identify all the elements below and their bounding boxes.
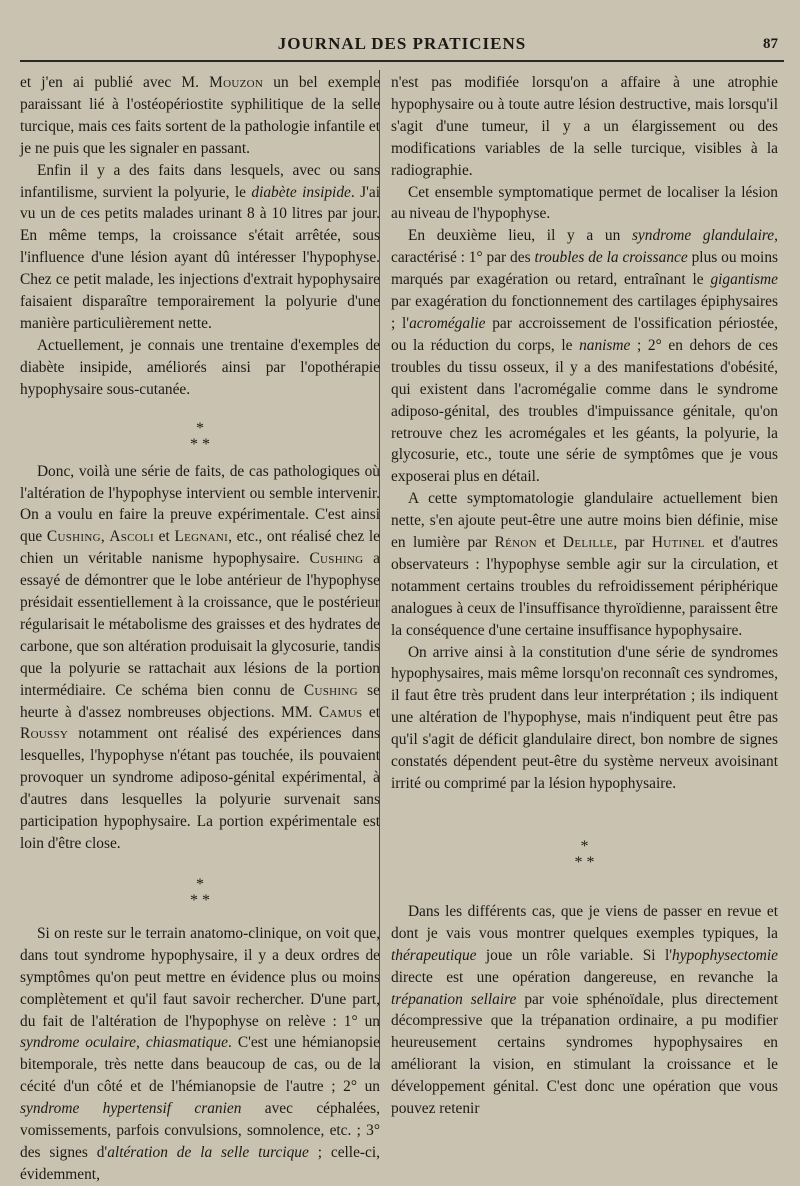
paragraph bbox=[20, 72, 380, 160]
text-run: par accroissement de l'ossification périostée, ou la réduction du corps, le bbox=[391, 314, 778, 354]
author-name: Delille bbox=[562, 534, 614, 552]
text-run: a essayé de démontrer que le lobe antérieur de l'hypophyse présidait essentiellement à la croissance, que le postérieur régularisait le métabolisme des graisses et des hydrates de carbone, que son altération produisait la glycosurie, tandis que la polyurie se rattachait aux lésions de la portion intermédiaire. Ce schéma bien connu de bbox=[20, 550, 380, 699]
text-run: Actuellement, je connais une trentaine d'exemples de diabète insipide, améliorés ainsi par l'opothérapie hypophysaire sous-cutanée. bbox=[20, 336, 380, 398]
text-run: , caractérisé : 1° par des bbox=[391, 227, 778, 267]
text-run: et bbox=[536, 534, 563, 552]
text-run: n'est pas modifiée lorsqu'on a affaire à une atrophie hypophysaire ou à toute autre lésion destructive, mais lorsqu'il s'agit d'une tumeur, il y a un élargissement ou des modifications variables de la selle turcique, visibles à la radiographie. bbox=[391, 74, 778, 179]
author-name: Mouzon bbox=[209, 74, 264, 91]
author-name: Camus bbox=[318, 703, 363, 721]
emphasis-text: diabète insipide bbox=[251, 183, 351, 201]
text-run: , etc., ont réalisé chez le chien un véritable nanisme hypophysaire. bbox=[20, 528, 381, 568]
separator-stars-bottom: * * bbox=[190, 435, 210, 453]
text-run: et j'en ai publié avec M. bbox=[20, 74, 210, 91]
author-name: Cushing bbox=[303, 681, 358, 699]
paragraph bbox=[391, 488, 778, 641]
section-separator bbox=[20, 421, 380, 453]
section-separator bbox=[20, 877, 380, 909]
text-run: On arrive ainsi à la constitution d'une série de syndromes hypophysaires, mais même lorsqu'on reconnaît ces syndromes, il faut être très prudent dans leur interprétation ; ils indiquent une altération de l'hypophyse, mais n'indiquent peut être pas qu'il s'agit de déficit glandulaire direct, bon nombre de signes constatés dépendent peut-être du système nerveux avoisinant irrité ou comprimé par la lésion hypophysaire. bbox=[391, 643, 778, 792]
text-run: Donc, voilà une série de faits, de cas pathologiques où l'altération de l'hypophyse intervient ou semble intervenir. On a voulu en faire la preuve expérimentale. C'est ainsi que bbox=[20, 462, 380, 546]
paragraph bbox=[391, 182, 778, 226]
text-run: Cet ensemble symptomatique permet de localiser la lésion au niveau de l'hypophyse. bbox=[391, 183, 778, 223]
text-run: A cette symptomatologie glandulaire actuellement bien nette, s'en ajoute peut-être une autre moins bien définie, mise en lumière par bbox=[391, 490, 778, 552]
page-number: 87 bbox=[763, 36, 778, 52]
author-name: Cushing bbox=[309, 550, 364, 568]
text-run: un bel exemple paraissant lié à l'ostéopériostite syphilitique de la selle turcique, mais ces faits sortent de la pathologie infantile et je ne puis que les signaler en passant. bbox=[20, 74, 380, 157]
text-run: avec céphalées, vomissements, parfois convulsions, somnolence, etc. ; 3° des signes d' bbox=[20, 1100, 380, 1161]
page-header bbox=[20, 30, 784, 62]
text-run: par exagération du fonctionnement des cartilages épiphysaires ; l' bbox=[391, 293, 778, 332]
paragraph bbox=[391, 642, 778, 795]
emphasis-text: troubles de la croissance bbox=[534, 249, 688, 267]
author-name: Roussy bbox=[20, 725, 69, 743]
paragraph bbox=[391, 901, 778, 1120]
author-name: Ascoli bbox=[109, 528, 155, 546]
text-run: , par bbox=[613, 534, 652, 552]
text-run: . J'ai vu un de ces petits malades urinant 8 à 10 litres par jour. En même temps, la croissance s'était arrêtée, sous l'influence d'une lésion ayant dû intéresser l'hypophyse. Chez ce petit malade, les injections d'extrait hypophysaire faisaient disparaître temporairement la polyurie d'une manière particulièrement nette. bbox=[20, 183, 380, 332]
text-run: directe est une opération dangereuse, en revanche la bbox=[391, 968, 778, 986]
paragraph bbox=[20, 160, 380, 335]
separator-stars-bottom: * * bbox=[190, 891, 210, 909]
text-run: par voie sphénoïdale, plus directement décompressive que la trépanation ordinaire, a pu modifier heureusement certains syndromes hypophysaires en améliorant la vision, en stimulant la croissance et le développement génital. C'est donc une opération que vous pouvez retenir bbox=[391, 990, 779, 1118]
text-run: et d'autres observateurs : l'hypophyse semble agir sur la circulation, et notamment certains troubles du refroidissement périphérique analogues à ceux de l'insuffisance thyroïdienne, paraissent être la conséquence d'une certaine insuffisance hypophysaire. bbox=[391, 534, 778, 639]
emphasis-text: trépanation sellaire bbox=[391, 990, 517, 1008]
text-run: et bbox=[362, 703, 380, 721]
text-run: En deuxième lieu, il y a un bbox=[407, 227, 632, 245]
emphasis-text: gigantisme bbox=[710, 271, 778, 289]
emphasis-text: hypophysectomie bbox=[672, 946, 778, 964]
paragraph bbox=[391, 225, 778, 488]
emphasis-text: syndrome glandulaire bbox=[631, 227, 775, 245]
separator-star-top: * bbox=[196, 419, 204, 437]
text-run: et bbox=[154, 528, 175, 546]
text-run: se heurte à d'assez nombreuses objections. MM. bbox=[20, 681, 381, 721]
section-separator bbox=[391, 839, 778, 871]
left-column bbox=[20, 72, 380, 1186]
text-run: Dans les différents cas, que je viens de passer en revue et dont je vais vous montrer quelques exemples typiques, la bbox=[391, 902, 778, 942]
paragraph bbox=[20, 923, 380, 1186]
separator-stars-bottom: * * bbox=[574, 853, 595, 871]
author-name: Cushing bbox=[46, 528, 101, 546]
text-run: Si on reste sur le terrain anatomo-clinique, on voit que, dans tout syndrome hypophysaire, il y a deux ordres de symptômes qu'on peut mettre en évidence plus ou moins complètement et qu'il faut savoir rechercher. D'une part, du fait de l'altération de l'hypophyse on relève : 1° un bbox=[20, 924, 380, 1030]
text-run: notamment ont réalisé des expériences dans lesquelles, l'hypophyse n'étant pas touchée, ils pouvaient provoquer un syndrome adiposo-génital expérimental, à d'autres dans lesquelles la polyurie survenait sans participation hypophysaire. La portion expérimentale est loin d'être close. bbox=[20, 725, 380, 852]
emphasis-text: syndrome hypertensif cranien bbox=[20, 1100, 242, 1118]
text-run: , bbox=[100, 528, 110, 546]
text-run: Enfin il y a des faits dans lesquels, avec ou sans infantilisme, survient la polyurie, le bbox=[20, 161, 380, 201]
text-run: ; celle-ci, évidemment, bbox=[20, 1143, 380, 1183]
emphasis-text: nanisme bbox=[579, 336, 631, 354]
author-name: Rénon bbox=[494, 534, 537, 552]
emphasis-text: altération de la selle turcique bbox=[107, 1143, 309, 1161]
separator-star-top: * bbox=[196, 875, 204, 893]
paragraph bbox=[20, 335, 380, 401]
text-run: joue un rôle variable. Si l' bbox=[476, 946, 673, 964]
text-run: ; 2° en dehors de ces troubles du tissu osseux, il y a des manifestations d'obésité, qui existent dans l'acromégalie comme dans le syndrome adiposo-génital, des troubles d'impuissance génitale, qu'on retrouve chez les acromégales et les géants, la polyurie, la glycosurie, etc., toute une série de symptômes que je vous exposerai plus en détail. bbox=[391, 336, 778, 486]
author-name: Legnani bbox=[174, 528, 229, 546]
paragraph bbox=[20, 461, 380, 855]
author-name: Hutinel bbox=[651, 534, 705, 552]
emphasis-text: acromégalie bbox=[409, 314, 486, 332]
text-run: . C'est une hémianopsie bitemporale, très nette dans beaucoup de cas, ou de la cécité d'un côté et de l'hémianopsie de l'autre ; 2° un bbox=[20, 1034, 380, 1096]
emphasis-text: thérapeutique bbox=[391, 946, 477, 964]
running-title: JOURNAL DES PRATICIENS bbox=[277, 34, 527, 53]
right-column bbox=[391, 72, 778, 1120]
paragraph bbox=[391, 72, 778, 182]
text-run: plus ou moins marqués par exagération ou retard, entraînant le bbox=[391, 249, 779, 289]
separator-star-top: * bbox=[580, 837, 589, 855]
emphasis-text: syndrome oculaire, chiasmatique bbox=[20, 1034, 228, 1052]
